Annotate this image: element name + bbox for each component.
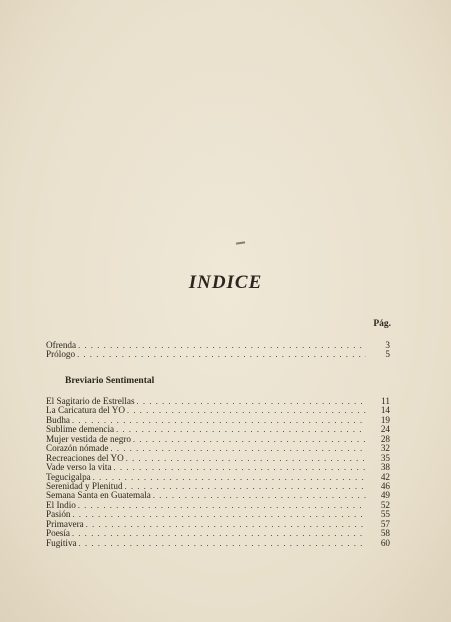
dot-leader — [73, 510, 366, 519]
toc-entry-page: 35 — [380, 452, 390, 463]
dot-leader — [78, 501, 366, 510]
toc-entry-label: El Sagitario de Estrellas — [46, 396, 135, 406]
toc-entry-label: Pasión — [46, 509, 71, 520]
dot-leader — [127, 406, 366, 415]
dot-leader — [77, 350, 366, 359]
toc-entry-label: Primavera — [46, 518, 84, 529]
toc-entry — [46, 341, 390, 350]
toc-entry-label: Corazón nómade — [46, 443, 109, 454]
toc-entry-label: Serenidad y Plenitud — [46, 480, 123, 491]
dot-leader — [111, 444, 366, 453]
dot-leader — [93, 473, 366, 482]
dot-leader — [72, 529, 366, 538]
toc-entry — [46, 520, 390, 529]
toc-entry-label: Mujer vestida de negro — [46, 433, 131, 444]
toc-entry-page: 52 — [380, 499, 390, 510]
toc-entry-page: 24 — [380, 424, 390, 435]
toc-entry-page: 3 — [385, 340, 390, 350]
toc-entry — [46, 529, 390, 538]
toc-entry-page: 57 — [380, 518, 390, 529]
index-title: INDICE — [188, 272, 263, 293]
toc-entry-page: 58 — [380, 528, 390, 539]
dot-leader — [133, 435, 366, 444]
toc-entry-page: 11 — [381, 396, 390, 406]
toc-entry-page: 5 — [385, 349, 390, 360]
section-entry-list — [46, 397, 390, 548]
toc-entry-page: 49 — [380, 490, 390, 501]
toc-entry-page: 28 — [380, 433, 390, 444]
toc-entry-page: 19 — [380, 414, 390, 425]
toc-entry-page: 42 — [380, 471, 390, 482]
toc-entry — [46, 539, 390, 548]
dot-leader — [137, 397, 366, 406]
toc-entry-label: Poesía — [46, 528, 70, 539]
dot-leader — [153, 491, 366, 500]
toc-entry-page: 55 — [380, 509, 390, 520]
ink-mark — [236, 241, 245, 244]
toc-entry-page: 46 — [380, 480, 390, 491]
toc-entry — [46, 491, 390, 500]
toc-entry-page: 60 — [380, 537, 390, 548]
dot-leader — [116, 425, 366, 434]
toc-entry-label: Ofrenda — [46, 340, 77, 350]
toc-entry-label: Prólogo — [46, 349, 76, 360]
dot-leader — [79, 539, 366, 548]
dot-leader — [126, 454, 366, 463]
dot-leader — [86, 520, 366, 529]
toc-entry-page: 32 — [380, 443, 390, 454]
dot-leader — [125, 482, 366, 491]
toc-entry-label: Semana Santa en Guatemala — [46, 490, 151, 501]
toc-entry-label: Sublime demencia — [46, 424, 115, 435]
dot-leader — [114, 463, 366, 472]
front-matter-list — [46, 341, 390, 360]
toc-entry-page: 14 — [380, 405, 390, 416]
toc-entry-page: 38 — [380, 462, 390, 473]
toc-entry — [46, 463, 390, 472]
toc-entry-label: Fugitiva — [46, 537, 77, 548]
dot-leader — [72, 416, 366, 425]
section-heading: Breviario Sentimental — [65, 376, 155, 386]
toc-entry-label: Vade verso la vita — [46, 462, 112, 473]
toc-entry-label: Tegucigalpa — [46, 471, 91, 482]
toc-entry-label: Recreaciones del YO — [46, 452, 124, 463]
toc-entry — [46, 501, 390, 510]
dot-leader — [78, 341, 366, 350]
toc-entry-label: El Indio — [46, 499, 76, 510]
toc-entry — [46, 510, 390, 519]
toc-entry-label: Budha — [46, 414, 70, 425]
toc-entry-label: La Caricatura del YO — [46, 405, 125, 416]
toc-entry — [46, 406, 390, 415]
toc-entry — [46, 350, 390, 359]
page-column-label: Pág. — [373, 319, 391, 329]
